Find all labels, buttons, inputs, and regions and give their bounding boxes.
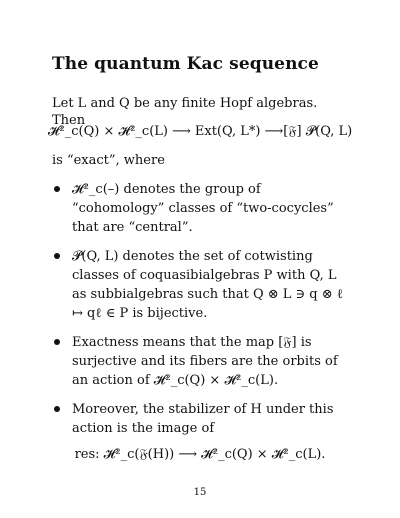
restriction-map-formula: res: 𝓗²_c(𝔉(H)) ⟶ 𝓗²_c(Q) × 𝓗²_c(L). [74, 447, 326, 462]
bullet-text: 𝓗²_c(–) denotes the group of “cohomology” classes of “two-cocycles” that are “central”. [72, 182, 334, 235]
bullet-item [52, 333, 352, 390]
kac-sequence-formula: 𝓗²_c(Q) × 𝓗²_c(L) ⟶ Ext(Q, L*) ⟶[𝔉] 𝓟(Q, L) [47, 124, 353, 139]
bullet-dot-icon [54, 339, 60, 345]
bullet-list [52, 180, 352, 448]
exact-note: is “exact”, where [52, 153, 165, 168]
bullet-dot-icon [54, 406, 60, 412]
bullet-text: Exactness means that the map [𝔉] is surjective and its fibers are the orbits of an action of 𝓗²_c(Q) × 𝓗²_c(L). [72, 335, 338, 388]
bullet-text: Moreover, the stabilizer of H under this action is the image of [72, 402, 334, 436]
bullet-item [52, 247, 352, 323]
bullet-text: 𝓟(Q, L) denotes the set of cotwisting classes of coquasibialgebras P with Q, L as subbialgebras such that Q ⊗ L ∋ q ⊗ ℓ ↦ qℓ ∈ P is bijective. [72, 249, 343, 321]
intro-text: Let L and Q be any finite Hopf algebras. Then [52, 96, 318, 128]
page-title: The quantum Kac sequence [52, 54, 319, 74]
bullet-dot-icon [54, 186, 60, 192]
bullet-item [52, 400, 352, 438]
bullet-dot-icon [54, 253, 60, 259]
page-number: 15 [193, 487, 207, 498]
bullet-item [52, 180, 352, 237]
